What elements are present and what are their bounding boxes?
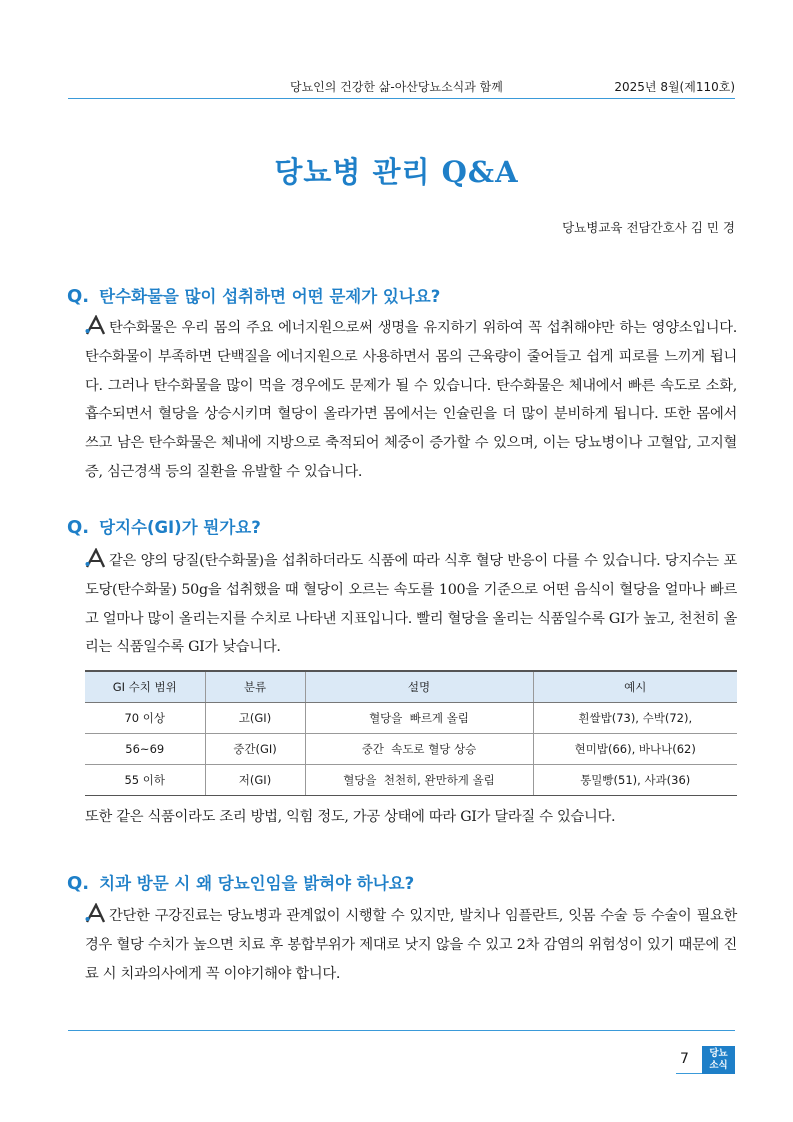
page-title <box>0 150 793 191</box>
table-cell: 55 이하 <box>85 765 205 796</box>
table-cell: 고(GI) <box>205 703 305 734</box>
table-row <box>85 734 737 765</box>
answer-3 <box>85 902 737 988</box>
table-cell: 현미밥(66), 바나나(62) <box>533 734 737 765</box>
question-1-mark: Q. <box>67 286 90 307</box>
table-header-cell: GI 수치 범위 <box>85 671 205 703</box>
page-title-main: 당뇨병 관리 <box>274 155 431 189</box>
answer-2-text: 같은 양의 당질(탄수화물)을 섭취하더라도 식품에 따라 식후 혈당 반응이 다를 수 있습니다. 당지수는 포도당(탄수화물) 50g을 섭취했을 때 혈당이 오르는 속도를 100을 기준으로 어떤 음식이 혈당을 얼마나 빠르고 얼마나 많이 올리는지를 수치로 나타낸 지표입니다. 빨리 혈당을 올리는 식품일수록 GI가 높고, 천천히 올리는 식품일수록 GI가 낮습니다. <box>85 553 737 656</box>
page-number-rule <box>676 1073 702 1074</box>
table-header-row <box>85 671 737 703</box>
answer-2 <box>85 547 737 662</box>
page-header <box>68 76 735 99</box>
table-cell: 혈당을 빠르게 올림 <box>305 703 533 734</box>
table-cell: 흰쌀밥(73), 수박(72), <box>533 703 737 734</box>
header-issue: 2025년 8월(제110호) <box>614 80 735 94</box>
gi-note: 또한 같은 식품이라도 조리 방법, 익힘 정도, 가공 상태에 따라 GI가 달라질 수 있습니다. <box>85 809 616 825</box>
answer-1-text: 탄수화물은 우리 몸의 주요 에너지원으로써 생명을 유지하기 위하여 꼭 섭취해야만 하는 영양소입니다. 탄수화물이 부족하면 단백질을 에너지원으로 사용하면서 몸의 근육량이 줄어들고 쉽게 피로를 느끼게 됩니다. 그러나 탄수화물을 많이 먹을 경우에도 문제가 될 수 있습니다. 탄수화물은 체내에서 빠른 속도로 소화, 흡수되면서 혈당을 상승시키며 혈당이 올라가면 몸에서는 인슐린을 더 많이 분비하게 됩니다. 또한 몸에서 쓰고 남은 탄수화물은 체내에 지방으로 축적되어 체중이 증가할 수 있으며, 이는 당뇨병이나 고혈압, 고지혈증, 심근경색 등의 질환을 유발할 수 있습니다. <box>85 320 737 480</box>
question-3-mark: Q. <box>67 873 90 894</box>
table-cell: 70 이상 <box>85 703 205 734</box>
answer-a-icon <box>85 315 107 335</box>
newsletter-badge <box>702 1046 735 1074</box>
answer-a-icon <box>85 548 107 568</box>
page-number: 7 <box>680 1051 689 1067</box>
question-2 <box>67 514 261 538</box>
table-cell: 혈당을 천천히, 완만하게 올림 <box>305 765 533 796</box>
table-header-cell: 예시 <box>533 671 737 703</box>
footer-divider <box>68 1030 735 1031</box>
answer-a-icon <box>85 903 107 923</box>
question-3-text: 치과 방문 시 왜 당뇨인임을 밝혀야 하나요? <box>99 874 415 893</box>
table-cell: 중간(GI) <box>205 734 305 765</box>
table-row <box>85 703 737 734</box>
question-3 <box>67 870 414 894</box>
author-line: 당뇨병교육 전담간호사 김 민 경 <box>562 220 735 235</box>
table-cell: 저(GI) <box>205 765 305 796</box>
header-publication: 당뇨인의 건강한 삶-아산당뇨소식과 함께 <box>290 80 503 94</box>
table-header-cell: 분류 <box>205 671 305 703</box>
answer-1 <box>85 314 737 487</box>
table-header-cell: 설명 <box>305 671 533 703</box>
table-cell: 중간 속도로 혈당 상승 <box>305 734 533 765</box>
table-cell: 통밀빵(51), 사과(36) <box>533 765 737 796</box>
question-1 <box>67 283 440 307</box>
question-2-mark: Q. <box>67 517 90 538</box>
table-cell: 56~69 <box>85 734 205 765</box>
gi-table <box>85 670 737 796</box>
page-title-qa: Q&A <box>441 155 519 189</box>
question-1-text: 탄수화물을 많이 섭취하면 어떤 문제가 있나요? <box>99 287 441 306</box>
badge-line-1: 당뇨 <box>709 1048 728 1059</box>
answer-3-text: 간단한 구강진료는 당뇨병과 관계없이 시행할 수 있지만, 발치나 임플란트, 잇몸 수술 등 수술이 필요한 경우 혈당 수치가 높으면 치료 후 봉합부위가 제대로 낫지 않을 수 있고 2차 감염의 위험성이 있기 때문에 진료 시 치과의사에게 꼭 이야기해야 합니다. <box>85 908 737 982</box>
question-2-text: 당지수(GI)가 뭔가요? <box>99 518 261 537</box>
table-row <box>85 765 737 796</box>
badge-line-2: 소식 <box>709 1060 728 1071</box>
